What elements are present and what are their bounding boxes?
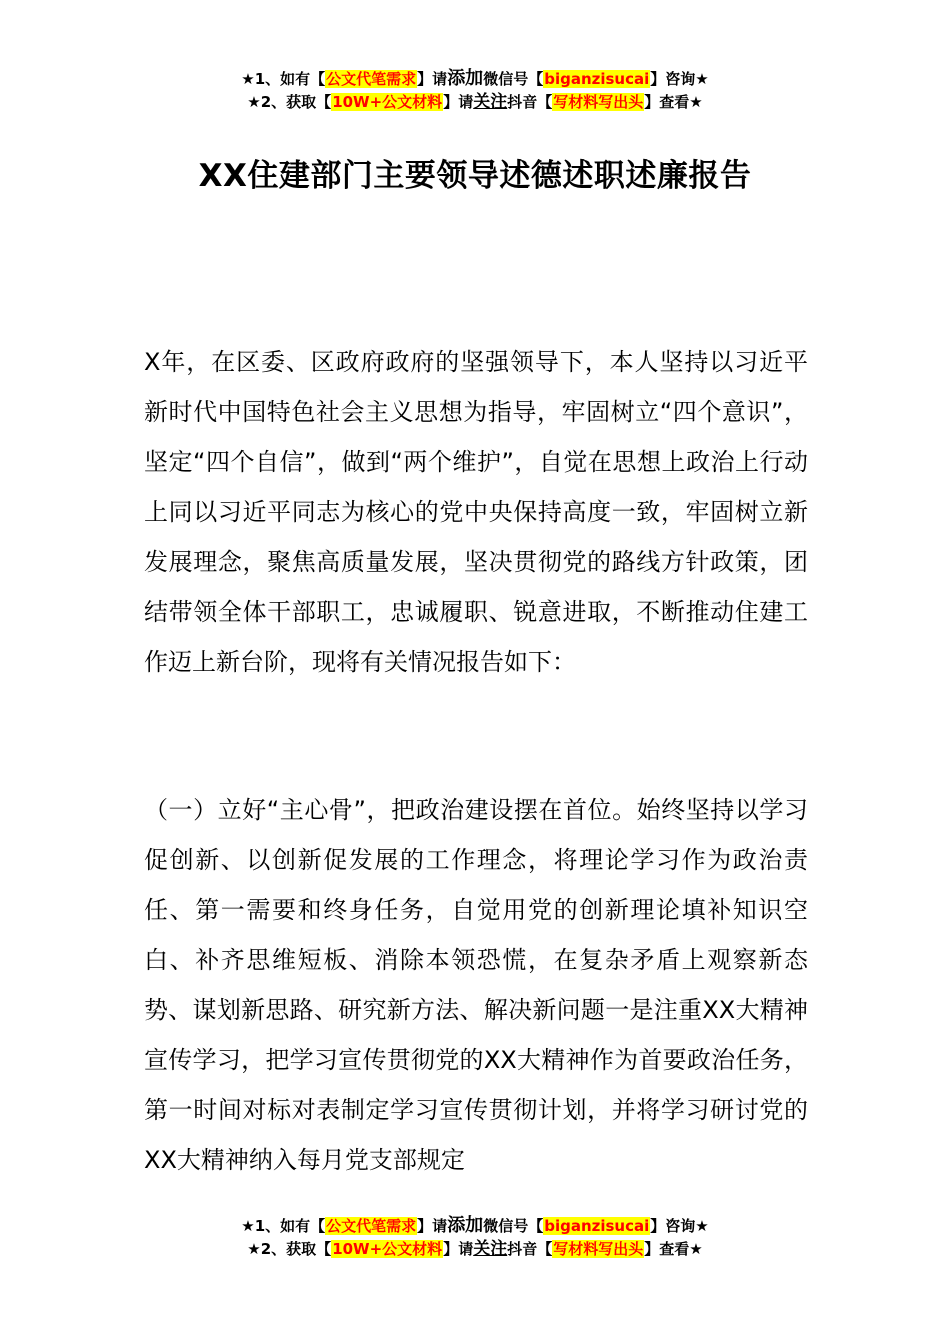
banner-highlight: 写材料写出头 bbox=[553, 93, 644, 111]
paragraph-text: X年，在区委、区政府政府的坚强领导下，本人坚持以习近平新时代中国特色社会主义思想为指导，牢固树立“四个意识”，坚定“四个自信”，做到“两个维护”，自觉在思想上政治上行动上同以习近平同志为核心的党中央保持高度一致，牢固树立新发展理念，聚焦高质量发展，坚决贯彻党的路线方针政策，团结带领全体干部职工，忠诚履职、锐意进取，不断推动住建工作迈上新台阶，现将有关情况报告如下： bbox=[144, 348, 808, 676]
banner-line-2 bbox=[0, 1238, 950, 1261]
banner-line-2 bbox=[0, 91, 950, 114]
header-banner bbox=[0, 67, 950, 114]
banner-highlight: 写材料写出头 bbox=[553, 1240, 644, 1258]
banner-highlight: biganzisucai bbox=[544, 1217, 650, 1235]
banner-emphasis: 关注 bbox=[473, 92, 508, 112]
banner-text: 】请 bbox=[417, 70, 448, 88]
banner-text: 抖音【 bbox=[507, 93, 553, 111]
banner-emphasis: 关注 bbox=[473, 1239, 508, 1259]
banner-highlight: 10W+公文材料 bbox=[332, 93, 443, 111]
body-paragraph-1 bbox=[144, 337, 808, 687]
banner-text: 】请 bbox=[443, 93, 474, 111]
banner-text: 】查看★ bbox=[644, 1240, 703, 1258]
banner-text: 】咨询★ bbox=[650, 1217, 709, 1235]
paragraph-text: （一）立好“主心骨”，把政治建设摆在首位。始终坚持以学习促创新、以创新促发展的工作理念，将理论学习作为政治责任、第一需要和终身任务，自觉用党的创新理论填补知识空白、补齐思维短板、消除本领恐慌，在复杂矛盾上观察新态势、谋划新思路、研究新方法、解决新问题一是注重XX大精神宣传学习，把学习宣传贯彻党的XX大精神作为首要政治任务，第一时间对标对表制定学习宣传贯彻计划，并将学习研讨党的XX大精神纳入每月党支部规定 bbox=[144, 796, 808, 1174]
banner-text: 】请 bbox=[443, 1240, 474, 1258]
banner-highlight: 10W+公文材料 bbox=[332, 1240, 443, 1258]
banner-highlight: 公文代笔需求 bbox=[326, 70, 417, 88]
banner-text: 微信号【 bbox=[483, 1217, 544, 1235]
banner-text: 抖音【 bbox=[507, 1240, 553, 1258]
body-paragraph-2 bbox=[144, 785, 808, 1185]
document-title: XX住建部门主要领导述德述职述廉报告 bbox=[198, 158, 752, 194]
banner-line-1 bbox=[0, 1214, 950, 1238]
banner-line-1 bbox=[0, 67, 950, 91]
banner-text: 】咨询★ bbox=[650, 70, 709, 88]
banner-emphasis: 添加 bbox=[447, 68, 484, 89]
banner-highlight: 公文代笔需求 bbox=[326, 1217, 417, 1235]
banner-text: ★2、获取【 bbox=[247, 1240, 332, 1258]
banner-text: ★2、获取【 bbox=[247, 93, 332, 111]
footer-banner bbox=[0, 1214, 950, 1261]
banner-text: 】请 bbox=[417, 1217, 448, 1235]
banner-text: ★1、如有【 bbox=[241, 70, 326, 88]
banner-emphasis: 添加 bbox=[447, 1215, 484, 1236]
banner-highlight: biganzisucai bbox=[544, 70, 650, 88]
banner-text: ★1、如有【 bbox=[241, 1217, 326, 1235]
banner-text: 】查看★ bbox=[644, 93, 703, 111]
banner-text: 微信号【 bbox=[483, 70, 544, 88]
